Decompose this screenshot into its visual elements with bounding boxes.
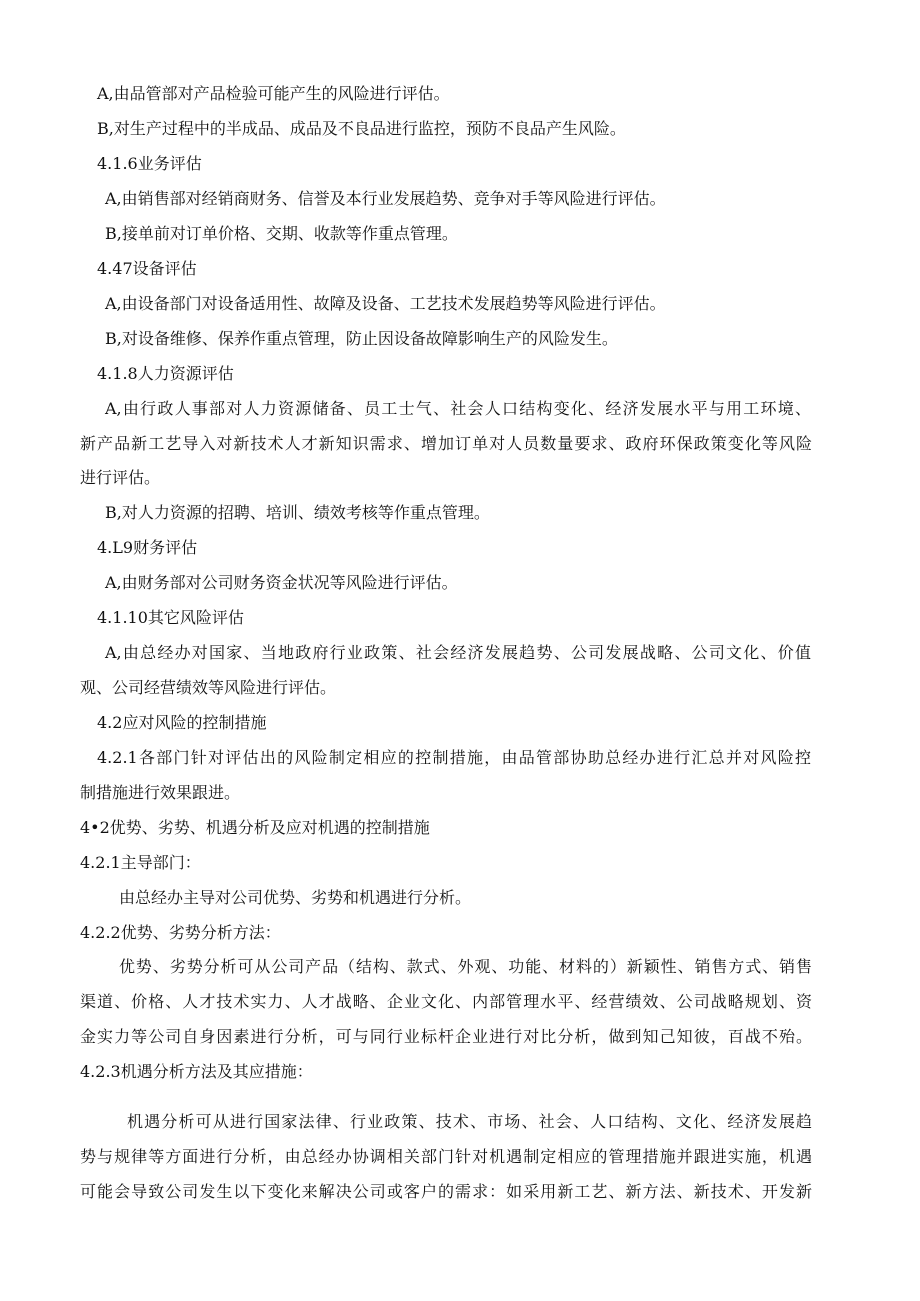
section-heading: 4.2.2优势、劣势分析方法： bbox=[80, 923, 281, 942]
text-line: 新产品新工艺导入对新技术人才新知识需求、增加订单对人员数量要求、政府环保政策变化等风险 bbox=[80, 434, 812, 453]
text-line: 渠道、价格、人才技术实力、人才战略、企业文化、内部管理水平、经营绩效、公司战略规划、资 bbox=[80, 992, 812, 1011]
text-line: A,由销售部对经销商财务、信誉及本行业发展趋势、竞争对手等风险进行评估。 bbox=[105, 189, 666, 208]
text-line: 可能会导致公司发生以下变化来解决公司或客户的需求：如采用新工艺、新方法、新技术、开发新 bbox=[80, 1182, 812, 1201]
section-heading: 4.1.6业务评估 bbox=[97, 154, 202, 173]
text-line: A,由总经办对国家、当地政府行业政策、社会经济发展趋势、公司发展战略、公司文化、价值 bbox=[105, 643, 811, 662]
text-line: 优势、劣势分析可从公司产品（结构、款式、外观、功能、材料的）新颖性、销售方式、销售 bbox=[119, 957, 812, 976]
section-heading: 4.47设备评估 bbox=[97, 259, 197, 278]
text-line: A,由财务部对公司财务资金状况等风险进行评估。 bbox=[105, 573, 458, 592]
section-heading: 4.1.8人力资源评估 bbox=[97, 364, 234, 383]
text-line: 由总经办主导对公司优势、劣势和机遇进行分析。 bbox=[119, 888, 472, 907]
text-line: A,由设备部门对设备适用性、故障及设备、工艺技术发展趋势等风险进行评估。 bbox=[105, 294, 666, 313]
text-line: B,对设备维修、保养作重点管理，防止因设备故障影响生产的风险发生。 bbox=[105, 329, 618, 348]
text-line: 金实力等公司自身因素进行分析，可与同行业标杆企业进行对比分析，做到知己知彼，百战不殆。 bbox=[80, 1027, 812, 1046]
text-line: B,对人力资源的招聘、培训、绩效考核等作重点管理。 bbox=[105, 503, 490, 522]
section-heading: 4•2优势、劣势、机遇分析及应对机遇的控制措施 bbox=[80, 818, 430, 837]
text-line: B,接单前对订单价格、交期、收款等作重点管理。 bbox=[105, 224, 458, 243]
text-line: 观、公司经营绩效等风险进行评估。 bbox=[80, 678, 337, 697]
section-heading: 4.2.1主导部门： bbox=[80, 853, 201, 872]
text-line: 机遇分析可从进行国家法律、行业政策、技术、市场、社会、人口结构、文化、经济发展趋 bbox=[127, 1112, 812, 1131]
text-line: 势与规律等方面进行分析，由总经办协调相关部门针对机遇制定相应的管理措施并跟进实施，机遇 bbox=[80, 1147, 812, 1166]
text-line: 制措施进行效果跟进。 bbox=[80, 783, 241, 802]
section-heading: 4.L9财务评估 bbox=[97, 538, 198, 557]
text-line: 4.2.1各部门针对评估出的风险制定相应的控制措施，由品管部协助总经办进行汇总并对风险控 bbox=[97, 748, 811, 767]
section-heading: 4.2.3机遇分析方法及其应措施： bbox=[80, 1062, 313, 1081]
text-line: 进行评估。 bbox=[80, 468, 161, 487]
text-line: B,对生产过程中的半成品、成品及不良品进行监控，预防不良品产生风险。 bbox=[97, 119, 626, 138]
section-heading: 4.1.10其它风险评估 bbox=[97, 608, 244, 627]
text-line: A,由行政人事部对人力资源储备、员工士气、社会人口结构变化、经济发展水平与用工环境、 bbox=[105, 399, 811, 418]
text-line: A,由品管部对产品检验可能产生的风险进行评估。 bbox=[97, 84, 450, 103]
section-heading: 4.2应对风险的控制措施 bbox=[97, 713, 267, 732]
